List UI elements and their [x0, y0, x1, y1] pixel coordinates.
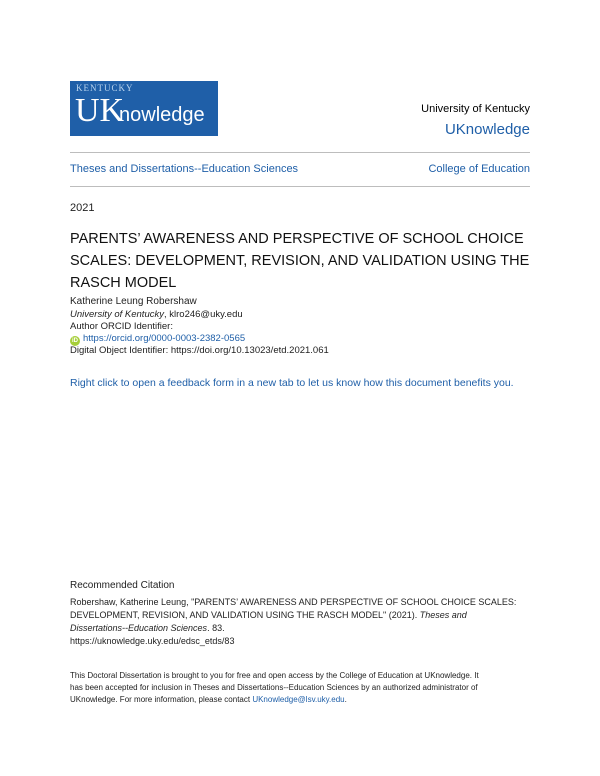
collection-link-college[interactable]: College of Education: [428, 163, 530, 175]
contact-email-link[interactable]: UKnowledge@lsv.uky.edu: [252, 695, 345, 704]
publication-year: 2021: [70, 202, 95, 214]
uknowledge-logo[interactable]: [70, 81, 218, 136]
citation-line-1: Robershaw, Katherine Leung, "PARENTS’ AWARENESS AND PERSPECTIVE OF SCHOOL CHOICE SCALES:: [70, 597, 517, 607]
institution-name: University of Kentucky: [421, 103, 530, 115]
divider: [70, 186, 530, 187]
orcid-icon: iD: [72, 338, 78, 344]
citation-series: Theses and: [419, 610, 467, 620]
doi-line[interactable]: Digital Object Identifier: https://doi.org/10.13023/etd.2021.061: [70, 345, 329, 356]
logo-uk-text: UK: [75, 92, 125, 129]
recommended-citation-heading: Recommended Citation: [70, 580, 175, 591]
citation-number: . 83.: [207, 623, 225, 633]
collection-link-theses[interactable]: Theses and Dissertations--Education Sciences: [70, 163, 299, 175]
citation-url[interactable]: https://uknowledge.uky.edu/edsc_etds/83: [70, 636, 235, 646]
logo-kentucky-text: KENTUCKY: [76, 83, 134, 93]
repository-link[interactable]: UKnowledge: [444, 121, 530, 138]
orcid-label: Author ORCID Identifier:: [70, 321, 173, 332]
citation-text: DEVELOPMENT, REVISION, AND VALIDATION USING THE RASCH MODEL" (2021).: [70, 610, 420, 620]
footer-line-2: has been accepted for inclusion in Theses and Dissertations--Education Sciences by an authorized administrator of: [70, 683, 478, 692]
footer-line-1: This Doctoral Dissertation is brought to you for free and open access by the College of Education at UKnowledge. It: [70, 671, 479, 680]
orcid-link[interactable]: https://orcid.org/0000-0003-2382-0565: [83, 333, 246, 344]
author-email: , klro246@uky.edu: [163, 309, 243, 320]
author-affiliation-line: [70, 309, 243, 320]
feedback-link[interactable]: Right click to open a feedback form in a new tab to let us know how this document benefits you.: [70, 377, 514, 389]
footer-line-3: [70, 694, 530, 706]
logo-knowledge-text: nowledge: [119, 104, 205, 126]
author-name: Katherine Leung Robershaw: [70, 296, 197, 307]
citation-series: Dissertations--Education Sciences: [70, 623, 208, 633]
citation-line-2: [70, 609, 530, 622]
footer-text: .: [344, 695, 347, 704]
footer-text: UKnowledge. For more information, please contact: [70, 695, 253, 704]
footer-notice: [70, 670, 530, 706]
divider: [70, 152, 530, 153]
author-affiliation: University of Kentucky: [70, 309, 164, 320]
document-title: PARENTS’ AWARENESS AND PERSPECTIVE OF SCHOOL CHOICE SCALES: DEVELOPMENT, REVISION, AND VALIDATION USING THE RASCH MODEL: [70, 231, 530, 291]
citation-line-3: [70, 622, 530, 635]
